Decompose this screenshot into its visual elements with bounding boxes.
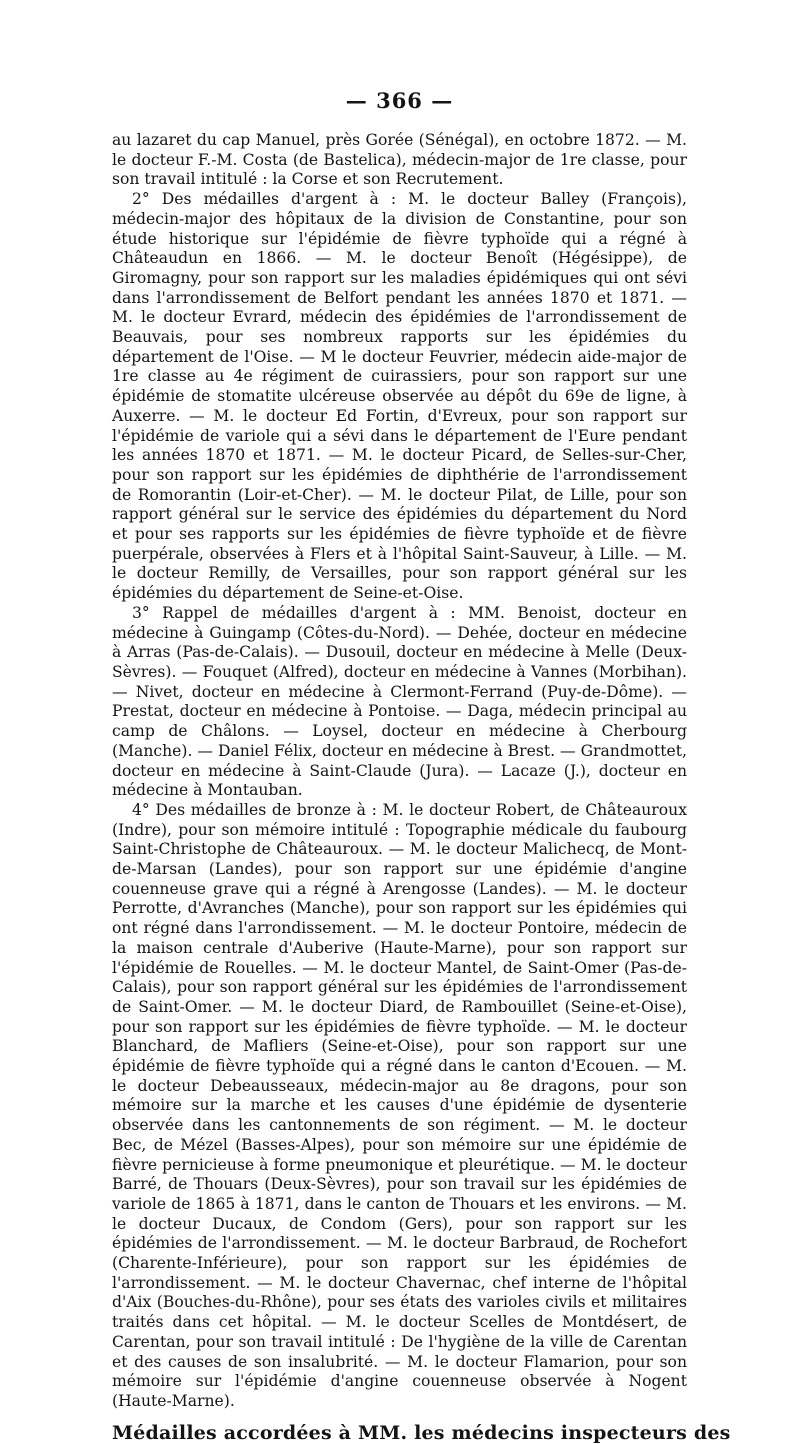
book-page — [112, 88, 731, 1444]
page-number: — 366 — — [345, 88, 454, 113]
paragraph-bronze-medals: 4° Des médailles de bronze à : M. le docteur Robert, de Châteauroux (Indre), pour son mémoire intitulé : Topographie médicale du faubourg Saint-Christophe de Châteauroux. — M. le docteur Malichecq, de Mont-de-Marsan (Landes), pour son rapport sur une épidémie d'angine couenneuse grave qui a régné à Arengosse (Landes). — M. le docteur Perrotte, d'Avranches (Manche), pour son rapport sur les épidémies qui ont régné dans l'arrondissement. — M. le docteur Pontoire, médecin de la maison centrale d'Auberive (Haute-Marne), pour son rapport sur l'épidémie de Rouelles. — M. le docteur Mantel, de Saint-Omer (Pas-de-Calais), pour son rapport général sur les épidémies de l'arrondissement de Saint-Omer. — M. le docteur Diard, de Rambouillet (Seine-et-Oise), pour son rapport sur les épidémies de fièvre typhoïde. — M. le docteur Blanchard, de Mafliers (Seine-et-Oise), pour son rapport sur une épidémie de fièvre typhoïde qui a régné dans le canton d'Ecouen. — M. le docteur Debeausseaux, médecin-major au 8e dragons, pour son mémoire sur la marche et les causes d'une épidémie de dysenterie observée dans les cantonnements de son régiment. — M. le docteur Bec, de Mézel (Basses-Alpes), pour son mémoire sur une épidémie de fièvre pernicieuse à forme pneumonique et pleurétique. — M. le docteur Barré, de Thouars (Deux-Sèvres), pour son travail sur les épidémies de variole de 1865 à 1871, dans le canton de Thouars et les environs. — M. le docteur Ducaux, de Condom (Gers), pour son rapport sur les épidémies de l'arrondissement. — M. le docteur Barbraud, de Rochefort (Charente-Inférieure), pour son rapport sur les épidémies de l'arrondissement. — M. le docteur Chavernac, chef interne de l'hôpital d'Aix (Bouches-du-Rhône), pour ses états des varioles civils et militaires traités dans cet hôpital. — M. le docteur Scelles de Montdésert, de Carentan, pour son travail intitulé : De l'hygiène de la ville de Carentan et des causes de son insalubrité. — M. le docteur Flamarion, pour son mémoire sur l'épidémie d'angine couenneuse observée à Nogent (Haute-Marne). — [112, 800, 687, 1410]
body-text — [112, 131, 687, 1412]
paragraph-costa: au lazaret du cap Manuel, près Gorée (Sénégal), en octobre 1872. — M. le docteur F.-M. Costa (de Bastelica), médecin-major de 1re classe, pour son travail intitulé : la Corse et son Recrutement. — [112, 131, 687, 189]
paragraph-silver-medals: 2° Des médailles d'argent à : M. le docteur Balley (François), médecin-major des hôpitaux de la division de Constantine, pour son étude historique sur l'épidémie de fièvre typhoïde qui a régné à Châteaudun en 1866. — M. le docteur Benoît (Hégésippe), de Giromagny, pour son rapport sur les maladies épidémiques qui ont sévi dans l'arrondissement de Belfort pendant les années 1870 et 1871. — M. le docteur Evrard, médecin des épidémies de l'arrondissement de Beauvais, pour ses nombreux rapports sur les épidémies du département de l'Oise. — M le docteur Feuvrier, médecin aide-major de 1re classe au 4e régiment de cuirassiers, pour son rapport sur une épidémie de stomatite ulcéreuse observée au dépôt du 69e de ligne, à Auxerre. — M. le docteur Ed Fortin, d'Evreux, pour son rapport sur l'épidémie de variole qui a sévi dans le département de l'Eure pendant les années 1870 et 1871. — M. le docteur Picard, de Selles-sur-Cher, pour son rapport sur les épidémies de diphthérie de l'arrondissement de Romorantin (Loir-et-Cher). — M. le docteur Pilat, de Lille, pour son rapport général sur le service des épidémies du département du Nord et pour ses rapports sur les épidémies de fièvre typhoïde et de fièvre puerpérale, observées à Flers et à l'hôpital Saint-Sauveur, à Lille. — M. le docteur Remilly, de Versailles, pour son rapport général sur les épidémies du département de Seine-et-Oise. — [112, 190, 687, 603]
paragraph-silver-recall: 3° Rappel de médailles d'argent à : MM. Benoist, docteur en médecine à Guingamp (Côtes-du-Nord). — Dehée, docteur en médecine à Arras (Pas-de-Calais). — Dusouil, docteur en médecine à Melle (Deux-Sèvres). — Fouquet (Alfred), docteur en médecine à Vannes (Morbihan). — Nivet, docteur en médecine à Clermont-Ferrand (Puy-de-Dôme). — Prestat, docteur en médecine à Pontoise. — Daga, médecin principal au camp de Châlons. — Loysel, docteur en médecine à Cherbourg (Manche). — Daniel Félix, docteur en médecine à Brest. — Grandmottet, docteur en médecine à Saint-Claude (Jura). — Lacaze (J.), docteur en médecine à Montauban. — [112, 603, 687, 800]
section-heading: Médailles accordées à MM. les médecins inspecteurs des — [112, 1421, 731, 1444]
